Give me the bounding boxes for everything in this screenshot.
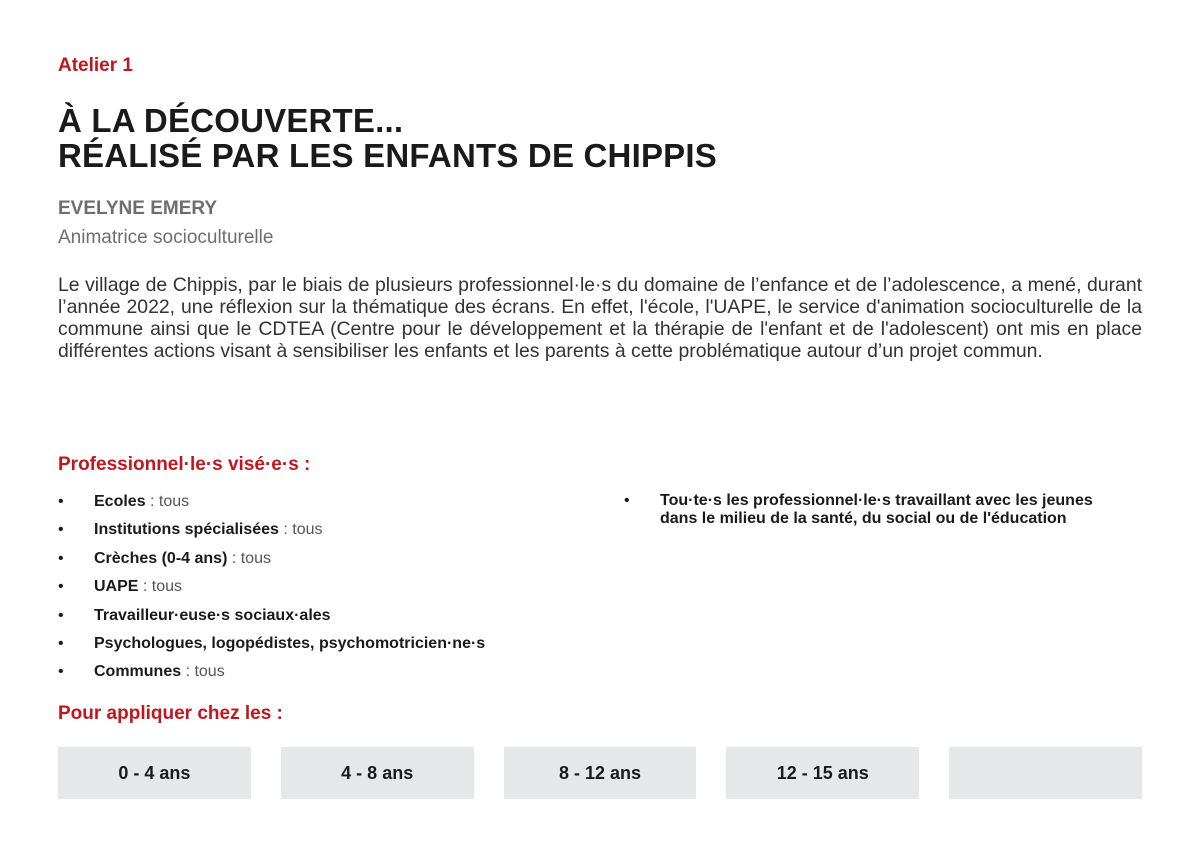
list-item (58, 492, 598, 520)
item-detail: : tous (138, 578, 183, 596)
list-item (58, 520, 598, 548)
item-detail: : tous (227, 549, 271, 567)
bullet: • (58, 521, 64, 539)
workshop-number: Atelier 1 (58, 55, 133, 76)
age-group-box: 12 - 15 ans (726, 747, 919, 799)
list-item (624, 492, 1124, 528)
item-label: Travailleur·euse·s sociaux·ales (94, 606, 331, 624)
item-label: Psychologues, logopédistes, psychomotricien·ne·s (94, 634, 486, 652)
author-name: EVELYNE EMERY (58, 198, 218, 219)
list-item (58, 577, 598, 605)
list-item (58, 662, 598, 690)
item-label: Crèches (0-4 ans) (94, 549, 228, 567)
title-line-2: RÉALISÉ PAR LES ENFANTS DE CHIPPIS (58, 137, 717, 174)
item-detail: : tous (181, 663, 225, 681)
description-paragraph: Le village de Chippis, par le biais de plusieurs professionnel·le·s du domaine de l’enfance et de l’adolescence, a mené, durant l’année 2022, une réflexion sur la thématique des écrans. En effet, l'école, l'UAPE, le service d'animation socioculturelle de la commune ainsi que le CDTEA (Centre pour le développement et la thérapie de l'enfant et de l'adolescent) ont mis en place différentes actions visant à sensibiliser les enfants et les parents à cette problématique autour d’un projet commun. (58, 274, 1142, 362)
age-group-box-empty (949, 747, 1142, 799)
item-label: Institutions spécialisées (94, 521, 279, 539)
list-item (58, 549, 598, 577)
bullet: • (624, 492, 630, 509)
bullet: • (58, 493, 64, 510)
item-detail: : tous (145, 493, 190, 510)
age-group-box: 0 - 4 ans (58, 747, 251, 799)
bullet: • (58, 549, 64, 567)
author-role: Animatrice socioculturelle (58, 227, 274, 248)
age-group-box: 8 - 12 ans (504, 747, 697, 799)
list-item (58, 606, 598, 634)
item-label: Ecoles (94, 493, 146, 510)
age-groups (58, 747, 1142, 799)
item-label: UAPE (94, 578, 139, 596)
bullet: • (58, 663, 64, 681)
bullet: • (58, 578, 64, 596)
title-line-1: À LA DÉCOUVERTE... (58, 102, 404, 139)
bullet: • (58, 606, 64, 624)
item-label: Tou·te·s les professionnel·le·s travaillant avec les jeunes dans le milieu de la santé, du social ou de l'éducation (660, 492, 1093, 527)
professionals-list-column-1 (58, 492, 598, 691)
professionals-list-column-2 (624, 492, 1124, 528)
bullet: • (58, 634, 64, 652)
age-group-box: 4 - 8 ans (281, 747, 474, 799)
item-detail: : tous (278, 521, 323, 539)
professionals-heading: Professionnel·le·s visé·e·s : (58, 454, 311, 475)
apply-heading: Pour appliquer chez les : (58, 703, 283, 724)
list-item (58, 634, 598, 662)
item-label: Communes (94, 663, 182, 681)
page-title (58, 103, 717, 173)
